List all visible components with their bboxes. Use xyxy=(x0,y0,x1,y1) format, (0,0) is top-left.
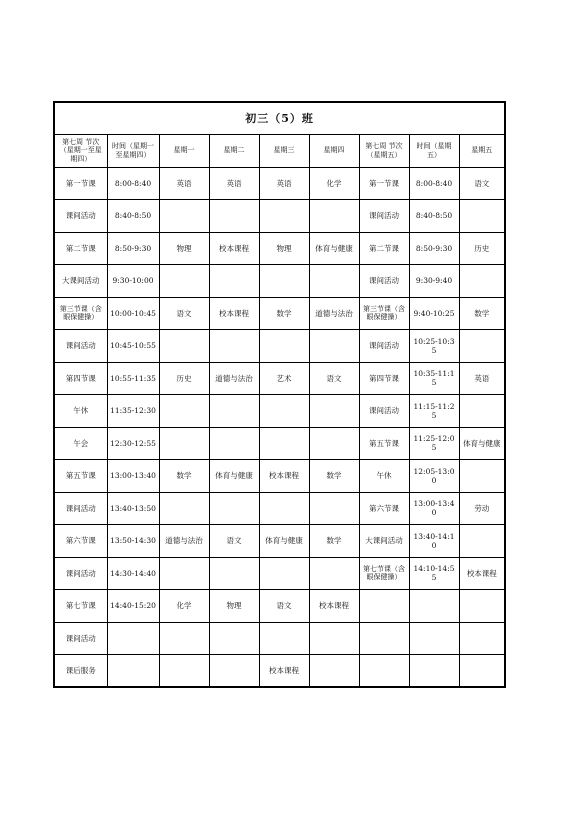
cell-monday xyxy=(159,395,209,428)
cell-tuesday xyxy=(209,655,259,688)
cell-period-fri: 午休 xyxy=(359,460,409,493)
cell-period-mon-thu: 大课间活动 xyxy=(54,265,107,298)
cell-monday xyxy=(159,557,209,590)
cell-period-fri: 第一节课 xyxy=(359,167,409,200)
cell-friday xyxy=(459,265,505,298)
cell-monday xyxy=(159,492,209,525)
cell-friday xyxy=(459,622,505,655)
header-thursday: 星期四 xyxy=(309,134,359,167)
cell-period-fri xyxy=(359,655,409,688)
cell-period-fri: 第四节课 xyxy=(359,362,409,395)
cell-wednesday: 体育与健康 xyxy=(259,525,309,558)
cell-period-mon-thu: 第五节课 xyxy=(54,460,107,493)
cell-monday xyxy=(159,655,209,688)
cell-period-mon-thu: 课间活动 xyxy=(54,622,107,655)
cell-time-fri: 10:25-10:35 xyxy=(409,330,459,363)
schedule-title: 初三（5）班 xyxy=(54,102,505,134)
cell-friday: 英语 xyxy=(459,362,505,395)
table-row xyxy=(54,590,505,623)
cell-time-fri xyxy=(409,622,459,655)
cell-time-fri: 9:40-10:25 xyxy=(409,297,459,330)
cell-tuesday: 校本课程 xyxy=(209,232,259,265)
cell-tuesday xyxy=(209,265,259,298)
cell-tuesday: 语文 xyxy=(209,525,259,558)
cell-tuesday xyxy=(209,200,259,233)
cell-monday xyxy=(159,265,209,298)
cell-period-mon-thu: 课间活动 xyxy=(54,200,107,233)
cell-time-mon-thu: 10:55-11:35 xyxy=(107,362,159,395)
cell-friday xyxy=(459,395,505,428)
cell-period-fri: 课间活动 xyxy=(359,265,409,298)
cell-friday xyxy=(459,460,505,493)
cell-thursday xyxy=(309,395,359,428)
cell-tuesday xyxy=(209,395,259,428)
title-row xyxy=(54,102,505,134)
cell-friday: 语文 xyxy=(459,167,505,200)
cell-tuesday: 英语 xyxy=(209,167,259,200)
cell-time-mon-thu: 11:35-12:30 xyxy=(107,395,159,428)
cell-time-fri: 14:10-14:55 xyxy=(409,557,459,590)
cell-friday: 数学 xyxy=(459,297,505,330)
cell-period-mon-thu: 课后服务 xyxy=(54,655,107,688)
cell-period-fri: 第二节课 xyxy=(359,232,409,265)
cell-wednesday xyxy=(259,200,309,233)
cell-tuesday xyxy=(209,557,259,590)
cell-time-fri xyxy=(409,655,459,688)
cell-period-mon-thu: 午休 xyxy=(54,395,107,428)
cell-period-mon-thu: 课间活动 xyxy=(54,330,107,363)
cell-period-mon-thu: 午会 xyxy=(54,427,107,460)
cell-thursday: 道德与法治 xyxy=(309,297,359,330)
table-row xyxy=(54,492,505,525)
cell-time-mon-thu: 8:00-8:40 xyxy=(107,167,159,200)
cell-period-fri: 第七节课（含眼保健操） xyxy=(359,557,409,590)
cell-wednesday: 语文 xyxy=(259,590,309,623)
table-row xyxy=(54,265,505,298)
table-row xyxy=(54,200,505,233)
cell-wednesday xyxy=(259,492,309,525)
cell-thursday xyxy=(309,200,359,233)
cell-wednesday: 英语 xyxy=(259,167,309,200)
cell-thursday xyxy=(309,330,359,363)
cell-time-mon-thu: 14:30-14:40 xyxy=(107,557,159,590)
cell-period-fri: 课间活动 xyxy=(359,330,409,363)
cell-monday: 英语 xyxy=(159,167,209,200)
cell-period-mon-thu: 课间活动 xyxy=(54,492,107,525)
cell-monday xyxy=(159,622,209,655)
table-row xyxy=(54,557,505,590)
class-schedule-table xyxy=(53,101,506,688)
cell-time-fri: 8:00-8:40 xyxy=(409,167,459,200)
cell-time-mon-thu: 8:50-9:30 xyxy=(107,232,159,265)
table-row xyxy=(54,395,505,428)
cell-thursday xyxy=(309,655,359,688)
table-row xyxy=(54,167,505,200)
cell-monday: 化学 xyxy=(159,590,209,623)
cell-thursday xyxy=(309,557,359,590)
cell-friday xyxy=(459,590,505,623)
cell-thursday xyxy=(309,622,359,655)
cell-period-fri: 课间活动 xyxy=(359,395,409,428)
cell-thursday: 语文 xyxy=(309,362,359,395)
header-period-fri: 第七周 节次（星期五） xyxy=(359,134,409,167)
header-time-mon-thu: 时间（星期一至星期四） xyxy=(107,134,159,167)
cell-wednesday xyxy=(259,557,309,590)
table-row xyxy=(54,460,505,493)
cell-tuesday xyxy=(209,427,259,460)
cell-period-mon-thu: 第七节课 xyxy=(54,590,107,623)
cell-period-fri: 第五节课 xyxy=(359,427,409,460)
cell-wednesday: 校本课程 xyxy=(259,655,309,688)
cell-time-mon-thu: 13:40-13:50 xyxy=(107,492,159,525)
cell-tuesday xyxy=(209,492,259,525)
cell-wednesday xyxy=(259,427,309,460)
cell-period-mon-thu: 第六节课 xyxy=(54,525,107,558)
cell-tuesday xyxy=(209,622,259,655)
cell-friday xyxy=(459,200,505,233)
header-time-fri: 时间（星期五） xyxy=(409,134,459,167)
cell-wednesday xyxy=(259,265,309,298)
cell-monday: 历史 xyxy=(159,362,209,395)
cell-period-fri: 大课间活动 xyxy=(359,525,409,558)
cell-time-fri: 13:00-13:40 xyxy=(409,492,459,525)
cell-period-fri: 第三节课（含眼保健操） xyxy=(359,297,409,330)
cell-thursday xyxy=(309,492,359,525)
cell-tuesday: 道德与法治 xyxy=(209,362,259,395)
table-row xyxy=(54,362,505,395)
cell-thursday: 体育与健康 xyxy=(309,232,359,265)
cell-time-mon-thu: 12:30-12:55 xyxy=(107,427,159,460)
cell-thursday: 数学 xyxy=(309,525,359,558)
cell-period-mon-thu: 第四节课 xyxy=(54,362,107,395)
header-period-mon-thu: 第七周 节次（星期一至星期四） xyxy=(54,134,107,167)
cell-tuesday: 物理 xyxy=(209,590,259,623)
cell-period-mon-thu: 第二节课 xyxy=(54,232,107,265)
cell-time-fri: 11:15-11:25 xyxy=(409,395,459,428)
cell-time-fri: 13:40-14:10 xyxy=(409,525,459,558)
header-friday: 星期五 xyxy=(459,134,505,167)
cell-friday: 体育与健康 xyxy=(459,427,505,460)
cell-monday: 数学 xyxy=(159,460,209,493)
cell-friday: 校本课程 xyxy=(459,557,505,590)
cell-time-fri: 11:25-12:05 xyxy=(409,427,459,460)
cell-wednesday xyxy=(259,622,309,655)
table-row xyxy=(54,427,505,460)
cell-monday: 语文 xyxy=(159,297,209,330)
cell-tuesday: 体育与健康 xyxy=(209,460,259,493)
table-row xyxy=(54,297,505,330)
cell-time-mon-thu xyxy=(107,655,159,688)
header-monday: 星期一 xyxy=(159,134,209,167)
table-row xyxy=(54,525,505,558)
cell-wednesday xyxy=(259,395,309,428)
cell-time-mon-thu: 10:00-10:45 xyxy=(107,297,159,330)
header-row xyxy=(54,134,505,167)
cell-period-mon-thu: 课间活动 xyxy=(54,557,107,590)
cell-period-fri: 课间活动 xyxy=(359,200,409,233)
header-wednesday: 星期三 xyxy=(259,134,309,167)
cell-monday: 道德与法治 xyxy=(159,525,209,558)
cell-tuesday: 校本课程 xyxy=(209,297,259,330)
cell-thursday xyxy=(309,427,359,460)
cell-friday xyxy=(459,525,505,558)
cell-wednesday: 校本课程 xyxy=(259,460,309,493)
cell-time-mon-thu xyxy=(107,622,159,655)
cell-monday xyxy=(159,330,209,363)
cell-time-mon-thu: 14:40-15:20 xyxy=(107,590,159,623)
cell-monday xyxy=(159,200,209,233)
header-tuesday: 星期二 xyxy=(209,134,259,167)
cell-time-mon-thu: 9:30-10:00 xyxy=(107,265,159,298)
cell-time-fri: 8:40-8:50 xyxy=(409,200,459,233)
table-row xyxy=(54,655,505,688)
cell-friday: 历史 xyxy=(459,232,505,265)
cell-time-mon-thu: 10:45-10:55 xyxy=(107,330,159,363)
cell-friday xyxy=(459,655,505,688)
cell-time-fri: 8:50-9:30 xyxy=(409,232,459,265)
schedule-body xyxy=(54,167,505,687)
cell-period-fri: 第六节课 xyxy=(359,492,409,525)
cell-period-fri xyxy=(359,622,409,655)
cell-period-mon-thu: 第一节课 xyxy=(54,167,107,200)
cell-thursday: 化学 xyxy=(309,167,359,200)
cell-time-mon-thu: 13:00-13:40 xyxy=(107,460,159,493)
cell-time-fri: 10:35-11:15 xyxy=(409,362,459,395)
table-row xyxy=(54,622,505,655)
cell-wednesday: 艺术 xyxy=(259,362,309,395)
cell-time-fri: 12:05-13:00 xyxy=(409,460,459,493)
cell-monday: 物理 xyxy=(159,232,209,265)
cell-thursday: 校本课程 xyxy=(309,590,359,623)
table-row xyxy=(54,330,505,363)
cell-wednesday: 数学 xyxy=(259,297,309,330)
cell-time-mon-thu: 8:40-8:50 xyxy=(107,200,159,233)
cell-time-mon-thu: 13:50-14:30 xyxy=(107,525,159,558)
cell-tuesday xyxy=(209,330,259,363)
cell-thursday xyxy=(309,265,359,298)
cell-time-fri xyxy=(409,590,459,623)
cell-time-fri: 9:30-9:40 xyxy=(409,265,459,298)
table-row xyxy=(54,232,505,265)
cell-thursday: 数学 xyxy=(309,460,359,493)
cell-monday xyxy=(159,427,209,460)
cell-period-mon-thu: 第三节课（含眼保健操） xyxy=(54,297,107,330)
cell-friday: 劳动 xyxy=(459,492,505,525)
cell-wednesday: 物理 xyxy=(259,232,309,265)
cell-friday xyxy=(459,330,505,363)
cell-period-fri xyxy=(359,590,409,623)
cell-wednesday xyxy=(259,330,309,363)
